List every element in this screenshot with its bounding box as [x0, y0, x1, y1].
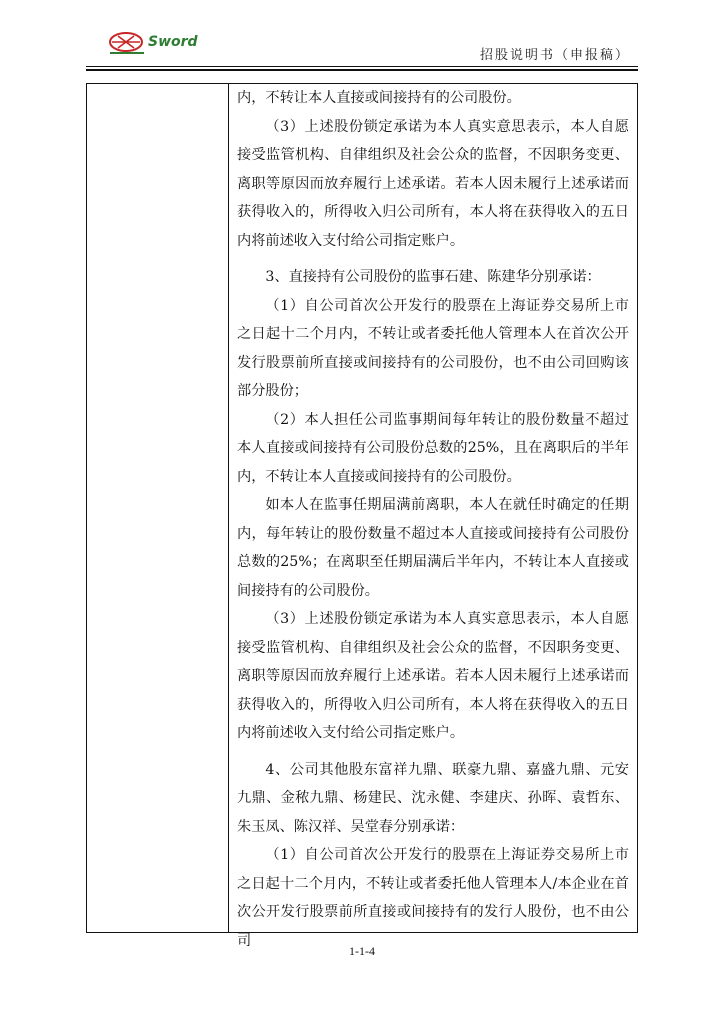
header-divider-thick	[86, 69, 638, 71]
paragraph: （2）本人担任公司监事期间每年转让的股份数量不超过本人直接或间接持有公司股份总数的25%，且在离职后的半年内，不转让本人直接或间接持有的公司股份。	[237, 411, 629, 485]
document-title: 招股说明书（申报稿）	[479, 48, 630, 63]
company-logo	[108, 30, 198, 60]
paragraph: （3）上述股份锁定承诺为本人真实意思表示，本人自愿接受监管机构、自律组织及社会公众的监督，不因职务变更、离职等原因而放弃履行上述承诺。若本人因未履行上述承诺而获得收入的，所得收入归公司所有，本人将在获得收入的五日内将前述收入支付给公司指定账户。	[237, 118, 629, 249]
section-heading: 3、直接持有公司股份的监事石建、陈建华分别承诺：	[265, 269, 601, 285]
paragraph: （1）自公司首次公开发行的股票在上海证券交易所上市之日起十二个月内，不转让或者委托他人管理本人/本企业在首次公开发行股票前所直接或间接持有的发行人股份，也不由公司	[237, 847, 629, 949]
paragraph: 内，不转让本人直接或间接持有的公司股份。	[237, 90, 521, 106]
table-left-cell	[87, 84, 229, 932]
header-divider	[86, 66, 638, 67]
logo-text: Sword	[148, 34, 198, 50]
page-number: 1-1-4	[349, 944, 375, 958]
paragraph: 如本人在监事任期届满前离职，本人在就任时确定的任期内，每年转让的股份数量不超过本人直接或间接持有公司股份总数的25%；在离职至任期届满后半年内，不转让本人直接或间接持有的公司股份。	[237, 497, 629, 599]
section-heading: 4、公司其他股东富祥九鼎、联豪九鼎、嘉盛九鼎、元安九鼎、金秾九鼎、杨建民、沈永健、李建庆、孙晖、袁哲东、朱玉凤、陈汉祥、吴堂春分别承诺：	[237, 761, 629, 835]
paragraph: （3）上述股份锁定承诺为本人真实意思表示，本人自愿接受监管机构、自律组织及社会公众的监督，不因职务变更、离职等原因而放弃履行上述承诺。若本人因未履行上述承诺而获得收入的，所得收入归公司所有，本人将在获得收入的五日内将前述收入支付给公司指定账户。	[237, 611, 629, 741]
page-header	[86, 30, 638, 70]
sword-emblem-icon	[108, 30, 148, 56]
content-table	[86, 83, 638, 949]
paragraph: （1）自公司首次公开发行的股票在上海证券交易所上市之日起十二个月内，不转让或者委托他人管理本人在首次公开发行股票前所直接或间接持有的公司股份，也不由公司回购该部分股份；	[237, 297, 629, 399]
table-right-cell	[237, 84, 629, 955]
